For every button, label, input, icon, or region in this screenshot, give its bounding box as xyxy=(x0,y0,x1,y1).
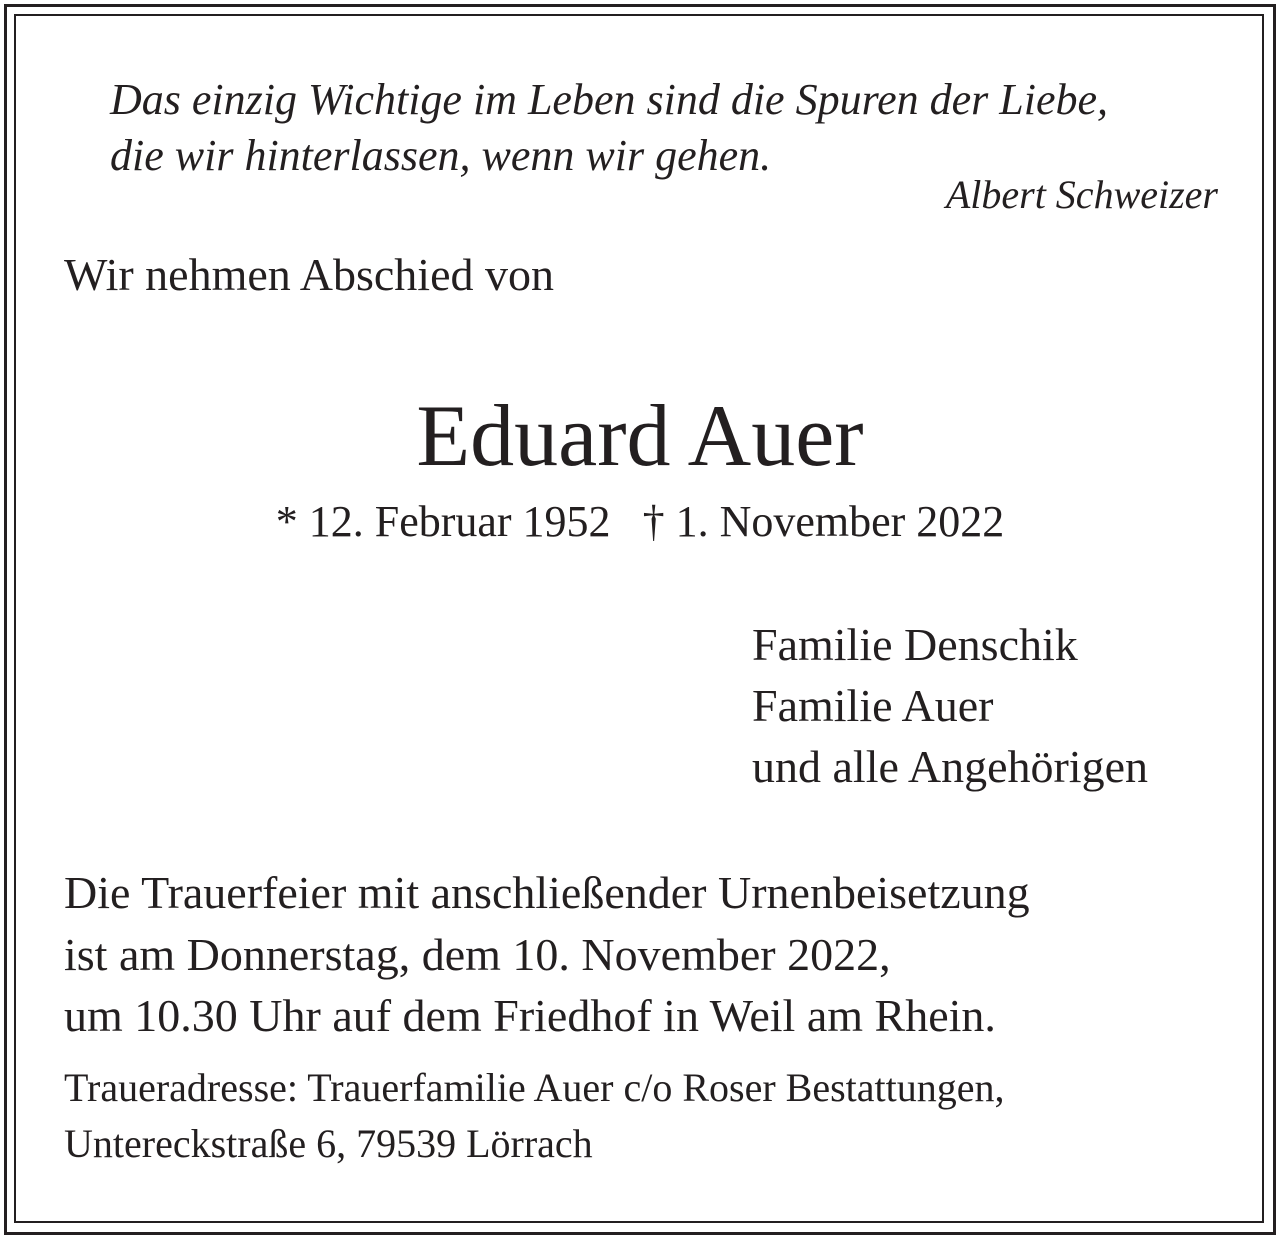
quote-line-2: die wir hinterlassen, wenn wir gehen. xyxy=(110,131,772,180)
quote-author: Albert Schweizer xyxy=(945,172,1218,217)
ceremony-line: Die Trauerfeier mit anschließender Urnenbeisetzung xyxy=(64,867,1030,918)
deceased-name: Eduard Auer xyxy=(416,388,864,485)
life-dates xyxy=(0,497,1280,546)
death-date: † 1. November 2022 xyxy=(642,497,1005,546)
address-line: Untereckstraße 6, 79539 Lörrach xyxy=(64,1121,593,1166)
quote-line-1: Das einzig Wichtige im Leben sind die Spuren der Liebe, xyxy=(110,75,1109,124)
mourner-line: Familie Auer xyxy=(752,680,994,731)
mourner-line: und alle Angehörigen xyxy=(752,741,1149,792)
address-line: Traueradresse: Trauerfamilie Auer c/o Roser Bestattungen, xyxy=(64,1065,1005,1110)
ceremony-line: ist am Donnerstag, dem 10. November 2022, xyxy=(64,929,891,980)
mourner-line: Familie Denschik xyxy=(752,619,1078,670)
birth-date: * 12. Februar 1952 xyxy=(275,497,611,546)
ceremony-line: um 10.30 Uhr auf dem Friedhof in Weil am Rhein. xyxy=(64,990,996,1041)
intro-text: Wir nehmen Abschied von xyxy=(64,249,554,300)
